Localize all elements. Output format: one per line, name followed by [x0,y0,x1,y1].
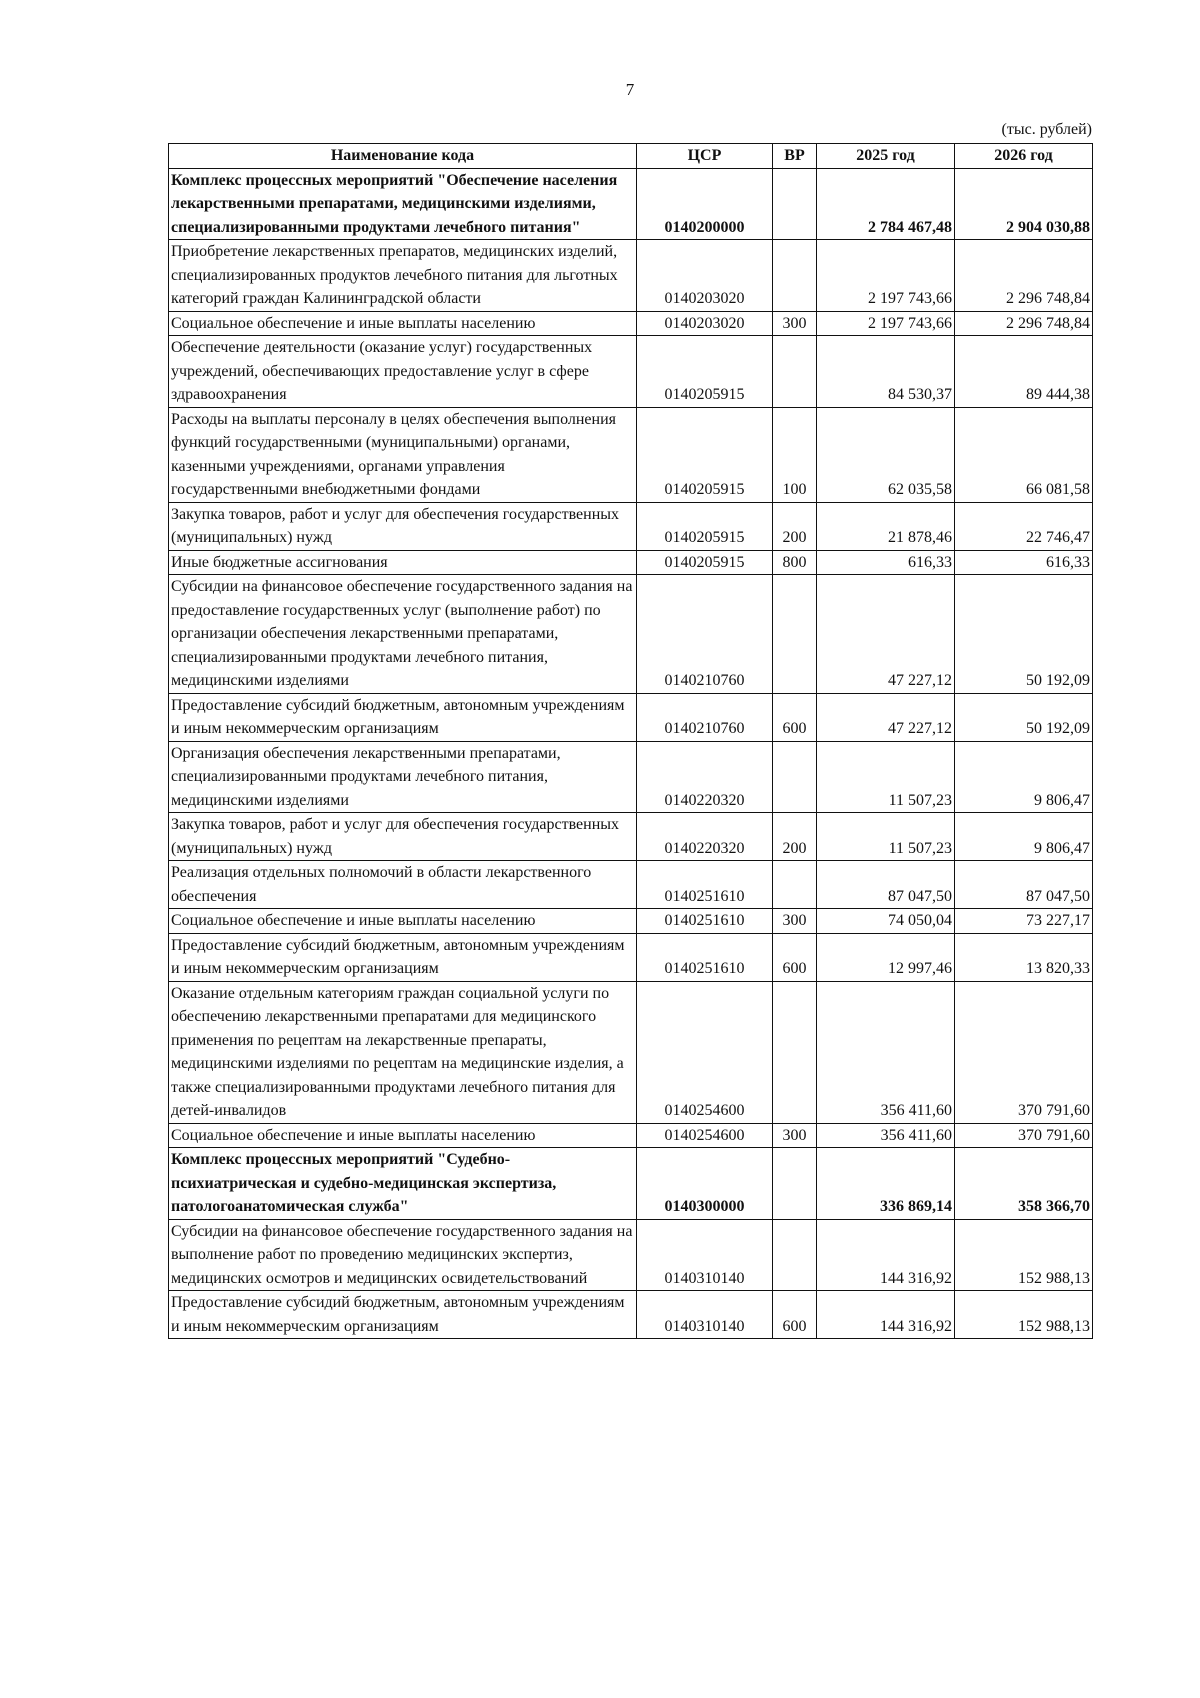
cell-name: Субсидии на финансовое обеспечение государственного задания на выполнение работ по проведению медицинских экспертиз, медицинских осмотров и медицинских освидетельствований [169,1219,637,1291]
cell-2025: 87 047,50 [817,861,955,909]
page-number: 7 [625,80,635,99]
units-label: (тыс. рублей) [1001,121,1092,138]
cell-2025: 47 227,12 [817,693,955,741]
cell-csr: 0140205915 [637,550,773,575]
table-row [169,933,1093,981]
table-row [169,1219,1093,1291]
cell-vr [773,1219,817,1291]
table-row [169,861,1093,909]
cell-name: Организация обеспечения лекарственными препаратами, специализированными продуктами лечебного питания, медицинскими изделиями [169,741,637,813]
cell-name: Социальное обеспечение и иные выплаты населению [169,1123,637,1148]
cell-csr: 0140203020 [637,240,773,312]
cell-vr: 600 [773,933,817,981]
cell-name: Предоставление субсидий бюджетным, автономным учреждениям и иным некоммерческим организациям [169,1291,637,1339]
cell-csr: 0140254600 [637,1123,773,1148]
table-header-row [169,144,1093,169]
cell-2025: 616,33 [817,550,955,575]
cell-vr [773,1148,817,1220]
cell-vr: 600 [773,1291,817,1339]
cell-2025: 47 227,12 [817,575,955,694]
cell-name: Субсидии на финансовое обеспечение государственного задания на предоставление государственных услуг (выполнение работ) по организации обеспечения лекарственными препаратами, специализированными продуктами лечебного питания, медицинскими изделиями [169,575,637,694]
cell-csr: 0140205915 [637,407,773,502]
cell-name: Обеспечение деятельности (оказание услуг) государственных учреждений, обеспечивающих предоставление услуг в сфере здравоохранения [169,336,637,408]
cell-name: Приобретение лекарственных препаратов, медицинских изделий, специализированных продуктов лечебного питания для льготных категорий граждан Калининградской области [169,240,637,312]
cell-name: Иные бюджетные ассигнования [169,550,637,575]
table-row [169,909,1093,934]
cell-2026: 73 227,17 [955,909,1093,934]
cell-2025: 356 411,60 [817,1123,955,1148]
table-row [169,693,1093,741]
table-row [169,336,1093,408]
table-row [169,407,1093,502]
cell-csr: 0140251610 [637,933,773,981]
table-row [169,168,1093,240]
cell-name: Реализация отдельных полномочий в области лекарственного обеспечения [169,861,637,909]
cell-vr [773,741,817,813]
cell-csr: 0140210760 [637,693,773,741]
cell-vr: 600 [773,693,817,741]
cell-name: Оказание отдельным категориям граждан социальной услуги по обеспечению лекарственными препаратами для медицинского применения по рецептам на лекарственные препараты, медицинскими изделиями по рецептам на медицинские изделия, а также специализированными продуктами лечебного питания для детей-инвалидов [169,981,637,1123]
cell-2026: 616,33 [955,550,1093,575]
cell-csr: 0140220320 [637,741,773,813]
cell-2025: 84 530,37 [817,336,955,408]
header-name: Наименование кода [169,144,637,169]
cell-csr: 0140200000 [637,168,773,240]
cell-2026: 370 791,60 [955,981,1093,1123]
cell-2025: 356 411,60 [817,981,955,1123]
cell-2025: 74 050,04 [817,909,955,934]
cell-csr: 0140220320 [637,813,773,861]
cell-2026: 2 904 030,88 [955,168,1093,240]
cell-vr: 200 [773,502,817,550]
cell-name: Предоставление субсидий бюджетным, автономным учреждениям и иным некоммерческим организациям [169,693,637,741]
header-vr: ВР [773,144,817,169]
cell-vr: 300 [773,311,817,336]
cell-2026: 2 296 748,84 [955,311,1093,336]
cell-csr: 0140251610 [637,909,773,934]
table-row [169,575,1093,694]
cell-name: Закупка товаров, работ и услуг для обеспечения государственных (муниципальных) нужд [169,502,637,550]
cell-vr [773,981,817,1123]
cell-vr: 300 [773,1123,817,1148]
cell-2026: 50 192,09 [955,693,1093,741]
table-row [169,741,1093,813]
table-row [169,550,1093,575]
cell-vr: 100 [773,407,817,502]
cell-vr: 200 [773,813,817,861]
cell-2025: 11 507,23 [817,813,955,861]
cell-2026: 152 988,13 [955,1219,1093,1291]
cell-csr: 0140251610 [637,861,773,909]
table-row [169,1148,1093,1220]
cell-vr [773,861,817,909]
cell-csr: 0140205915 [637,336,773,408]
cell-name: Предоставление субсидий бюджетным, автономным учреждениям и иным некоммерческим организациям [169,933,637,981]
cell-2025: 2 197 743,66 [817,311,955,336]
cell-name: Комплекс процессных мероприятий "Обеспечение населения лекарственными препаратами, медицинскими изделиями, специализированными продуктами лечебного питания" [169,168,637,240]
table-row [169,1291,1093,1339]
table-row [169,502,1093,550]
header-csr: ЦСР [637,144,773,169]
cell-csr: 0140210760 [637,575,773,694]
cell-csr: 0140203020 [637,311,773,336]
cell-2025: 21 878,46 [817,502,955,550]
cell-2026: 370 791,60 [955,1123,1093,1148]
cell-csr: 0140254600 [637,981,773,1123]
table-row [169,813,1093,861]
cell-vr [773,336,817,408]
cell-2025: 11 507,23 [817,741,955,813]
cell-2026: 66 081,58 [955,407,1093,502]
budget-table [168,143,1093,1339]
header-2025: 2025 год [817,144,955,169]
cell-2025: 144 316,92 [817,1219,955,1291]
header-2026: 2026 год [955,144,1093,169]
cell-2026: 22 746,47 [955,502,1093,550]
table-row [169,240,1093,312]
cell-2026: 50 192,09 [955,575,1093,694]
cell-name: Закупка товаров, работ и услуг для обеспечения государственных (муниципальных) нужд [169,813,637,861]
cell-name: Социальное обеспечение и иные выплаты населению [169,311,637,336]
table-row [169,1123,1093,1148]
cell-2026: 152 988,13 [955,1291,1093,1339]
cell-csr: 0140205915 [637,502,773,550]
cell-name: Комплекс процессных мероприятий "Судебно-психиатрическая и судебно-медицинская экспертиза, патологоанатомическая служба" [169,1148,637,1220]
table-row [169,311,1093,336]
cell-csr: 0140310140 [637,1219,773,1291]
cell-vr: 800 [773,550,817,575]
cell-2025: 2 197 743,66 [817,240,955,312]
cell-vr: 300 [773,909,817,934]
cell-2026: 87 047,50 [955,861,1093,909]
cell-csr: 0140310140 [637,1291,773,1339]
cell-2026: 9 806,47 [955,741,1093,813]
cell-2025: 144 316,92 [817,1291,955,1339]
cell-vr [773,168,817,240]
table-body [169,168,1093,1339]
cell-2026: 358 366,70 [955,1148,1093,1220]
cell-2026: 89 444,38 [955,336,1093,408]
cell-2025: 2 784 467,48 [817,168,955,240]
cell-name: Расходы на выплаты персоналу в целях обеспечения выполнения функций государственными (муниципальными) органами, казенными учреждениями, органами управления государственными внебюджетными фондами [169,407,637,502]
cell-vr [773,240,817,312]
cell-csr: 0140300000 [637,1148,773,1220]
cell-vr [773,575,817,694]
cell-name: Социальное обеспечение и иные выплаты населению [169,909,637,934]
cell-2026: 13 820,33 [955,933,1093,981]
cell-2026: 2 296 748,84 [955,240,1093,312]
cell-2025: 62 035,58 [817,407,955,502]
cell-2025: 336 869,14 [817,1148,955,1220]
table-row [169,981,1093,1123]
cell-2026: 9 806,47 [955,813,1093,861]
cell-2025: 12 997,46 [817,933,955,981]
